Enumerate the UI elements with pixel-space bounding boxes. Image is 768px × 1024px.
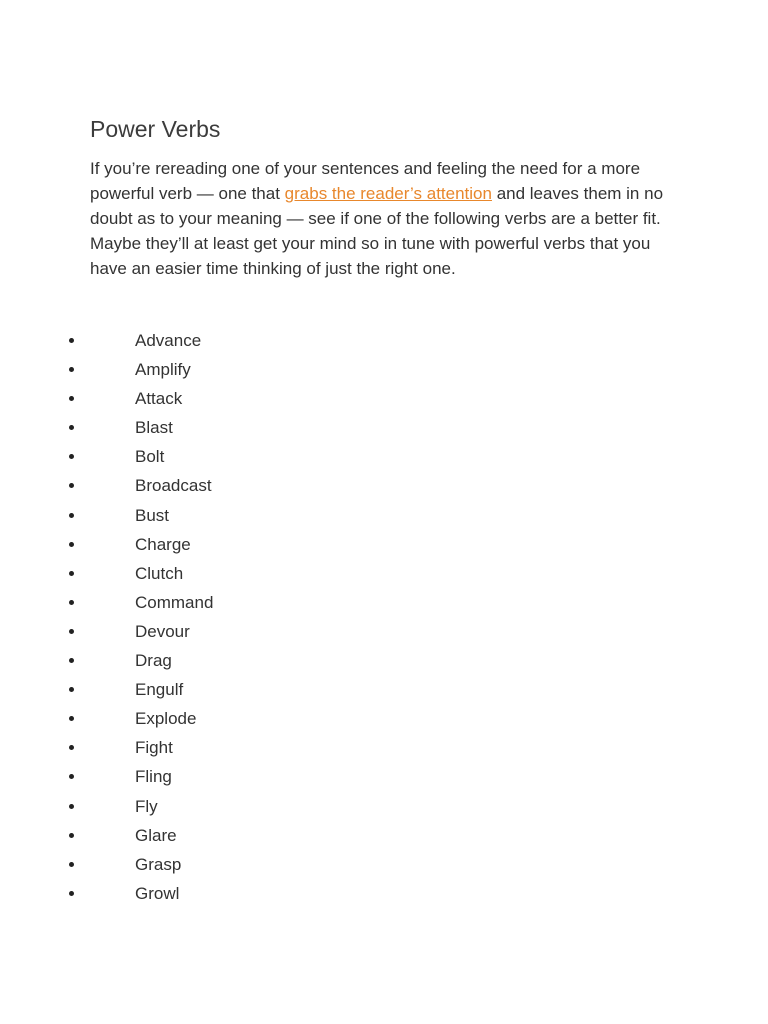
bullet-icon: [69, 425, 74, 430]
intro-text: [90, 156, 690, 281]
list-item: [0, 326, 400, 355]
list-item: [0, 646, 400, 675]
list-item: [0, 530, 400, 559]
list-item: [0, 792, 400, 821]
bullet-icon: [69, 542, 74, 547]
bullet-icon: [69, 745, 74, 750]
list-item: [0, 413, 400, 442]
bullet-icon: [69, 774, 74, 779]
list-item: [0, 850, 400, 879]
bullet-icon: [69, 571, 74, 576]
verb-label: Charge: [135, 534, 191, 554]
bullet-icon: [69, 687, 74, 692]
list-item: [0, 355, 400, 384]
verb-label: Broadcast: [135, 476, 212, 496]
bullet-icon: [69, 804, 74, 809]
verb-label: Glare: [135, 825, 177, 845]
verb-list: [0, 326, 400, 908]
list-item: [0, 501, 400, 530]
verb-label: Explode: [135, 709, 197, 729]
bullet-icon: [69, 367, 74, 372]
intro-text-part-2: and leaves them in no doubt as to your meaning — see if one of the following verbs are a better fit.: [90, 184, 664, 228]
verb-label: Grasp: [135, 854, 182, 874]
list-item: [0, 471, 400, 500]
list-item: [0, 733, 400, 762]
bullet-icon: [69, 862, 74, 867]
list-item: [0, 384, 400, 413]
intro-text-part-1: If you’re rereading one of your sentences and feeling the need for a more powerful verb — one that: [90, 159, 641, 203]
bullet-icon: [69, 483, 74, 488]
verb-label: Advance: [135, 331, 202, 350]
list-item: [0, 442, 400, 471]
verb-label: Engulf: [135, 680, 184, 700]
bullet-icon: [69, 658, 74, 663]
verb-label: Bolt: [135, 447, 165, 467]
list-item: [0, 879, 400, 908]
bullet-icon: [69, 891, 74, 896]
bullet-icon: [69, 454, 74, 459]
bullet-icon: [69, 338, 74, 343]
verb-label: Clutch: [135, 563, 184, 583]
verb-label: Fly: [135, 796, 158, 816]
list-item: [0, 559, 400, 588]
verb-label: Fight: [135, 738, 173, 758]
verb-label: Fling: [135, 767, 172, 787]
bullet-icon: [69, 396, 74, 401]
verb-label: Growl: [135, 883, 180, 903]
bullet-icon: [69, 513, 74, 518]
list-item: [0, 675, 400, 704]
bullet-icon: [69, 629, 74, 634]
verb-label: Command: [135, 592, 214, 612]
bullet-icon: [69, 833, 74, 838]
verb-label: Blast: [135, 418, 173, 438]
list-item: [0, 617, 400, 646]
page-title: Power Verbs: [90, 116, 221, 142]
list-item: [0, 588, 400, 617]
list-item: [0, 821, 400, 850]
verb-label: Bust: [135, 505, 170, 525]
verb-label: Drag: [135, 651, 172, 671]
bullet-icon: [69, 716, 74, 721]
verb-label: Attack: [135, 389, 183, 409]
intro-paragraph-1: [90, 156, 690, 231]
bullet-icon: [69, 600, 74, 605]
list-item: [0, 704, 400, 733]
verb-label: Amplify: [135, 360, 191, 380]
intro-paragraph-2: Maybe they’ll at least get your mind so in tune with powerful verbs that you have an easier time thinking of just the right one.: [90, 234, 651, 278]
verb-label: Devour: [135, 621, 190, 641]
attention-link[interactable]: grabs the reader’s attention: [284, 184, 492, 203]
list-item: [0, 762, 400, 791]
